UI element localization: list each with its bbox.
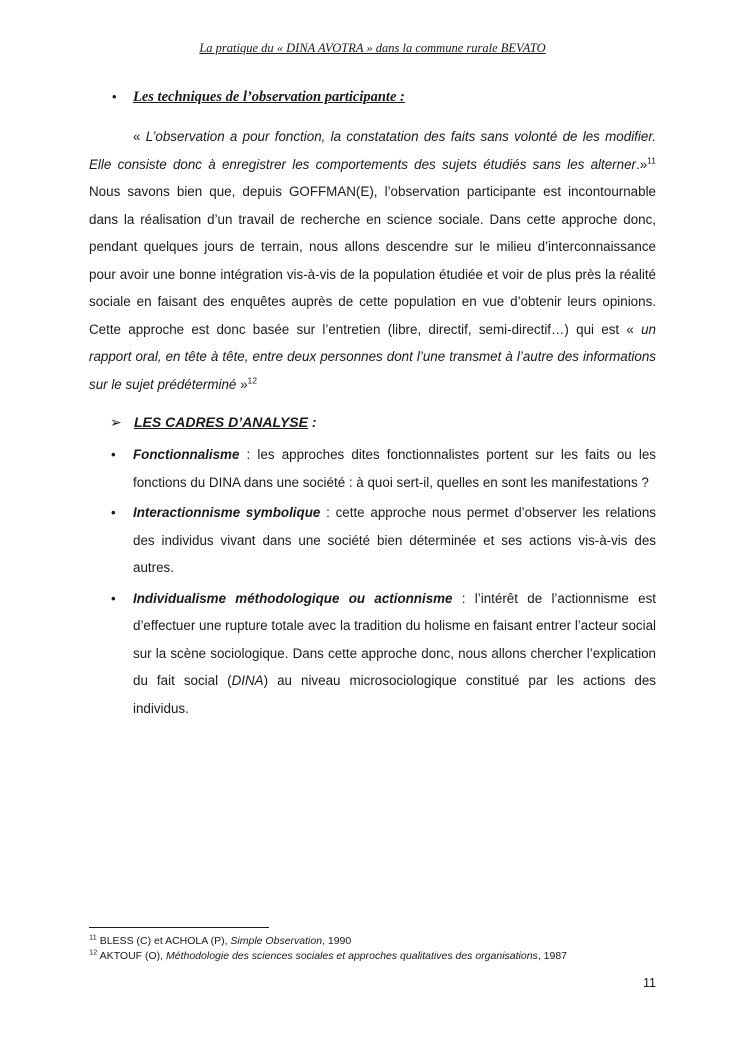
- analysis-title: LES CADRES D’ANALYSE: [134, 414, 308, 430]
- analysis-colon: :: [307, 414, 317, 430]
- quote-text: L’observation a pour fonction, la constatation des faits sans volonté de les modifier. Elle consiste donc à enregistrer les comportements des sujets étudiés sans les alterner: [89, 129, 656, 172]
- list-item: [89, 441, 656, 496]
- footnote-number: 11: [89, 932, 97, 942]
- item-text-italic: DINA: [231, 673, 264, 688]
- footnote: [89, 934, 669, 949]
- footnote-text: BLESS (C) et ACHOLA (P),: [96, 935, 231, 947]
- quote-open: «: [133, 129, 146, 144]
- footnote-year: , 1990: [322, 935, 352, 947]
- running-header: La pratique du « DINA AVOTRA » dans la commune rurale BEVATO: [199, 41, 546, 55]
- item-term: Individualisme méthodologique ou actionnisme: [133, 590, 453, 606]
- body-paragraph: [89, 123, 656, 398]
- section-title: Les techniques de l’observation participante :: [133, 89, 405, 105]
- footnote-title: Méthodologie des sciences sociales et approches qualitatives des organisations: [166, 950, 538, 962]
- item-text: : l’intérêt de l’actionnisme est d’effectuer une rupture totale avec la tradition du holisme en faisant entrer l’acteur social sur la scène sociologique. Dans cette approche donc, nous allons chercher l’explication du fait social (: [133, 590, 656, 688]
- quote2-open: «: [626, 321, 642, 337]
- footnote-text: AKTOUF (O),: [97, 950, 166, 962]
- item-term: Interactionnisme symbolique: [133, 505, 321, 520]
- bullet-icon: •: [111, 447, 116, 462]
- page-number: 11: [643, 976, 656, 990]
- footnote-ref-11: 11: [647, 155, 656, 166]
- quote-close: .»: [636, 156, 648, 172]
- item-text-end: ) au niveau microsociologique constitué par les actions des individus.: [133, 673, 656, 716]
- footnote: [89, 949, 669, 964]
- quote2-close: »: [236, 376, 248, 392]
- arrow-bullet-icon: ➢: [110, 414, 122, 430]
- footnote-number: 12: [89, 947, 98, 957]
- bullet-icon: •: [111, 590, 116, 606]
- item-term: Fonctionnalisme: [133, 447, 240, 462]
- item-text: : les approches dites fonctionnalistes portent sur les faits ou les fonctions du DINA dans une société : à quoi sert-il, quelles en sont les manifestations ?: [133, 447, 656, 490]
- item-text: : cette approche nous permet d’observer les relations des individus vivant dans une société bien déterminée et ses actions vis-à-vis des autres.: [133, 505, 656, 575]
- footnote-ref-12: 12: [247, 375, 258, 386]
- footnote-year: , 1987: [537, 950, 568, 962]
- bullet-icon: •: [111, 505, 116, 520]
- list-item: [89, 499, 656, 582]
- footnote-separator: [89, 927, 269, 928]
- paragraph-text: Nous savons bien que, depuis GOFFMAN(E), l’observation participante est incontournable dans la réalisation d’un travail de recherche en science sociale. Dans cette approche donc, pendant quelques jours de terrain, nous allons descendre sur le milieu d’interconnaissance pour avoir une bonne intégration vis-à-vis de la population étudiée et voir de plus près la réalité sociale en faisant des enquêtes auprès de cette population en vue d’obtenir leurs opinions. Cette approche est donc basée sur l’entretien (libre, directif, semi-directif…) qui est: [89, 184, 656, 337]
- footnote-title: Simple Observation: [230, 935, 323, 947]
- bullet-icon: •: [112, 89, 117, 104]
- list-item: [89, 585, 656, 723]
- analysis-list: [89, 441, 656, 725]
- analysis-heading: [110, 414, 317, 431]
- quote2-text: un rapport oral, en tête à tête, entre deux personnes dont l’une transmet à l’autre des informations sur le sujet prédéterminé: [89, 321, 657, 392]
